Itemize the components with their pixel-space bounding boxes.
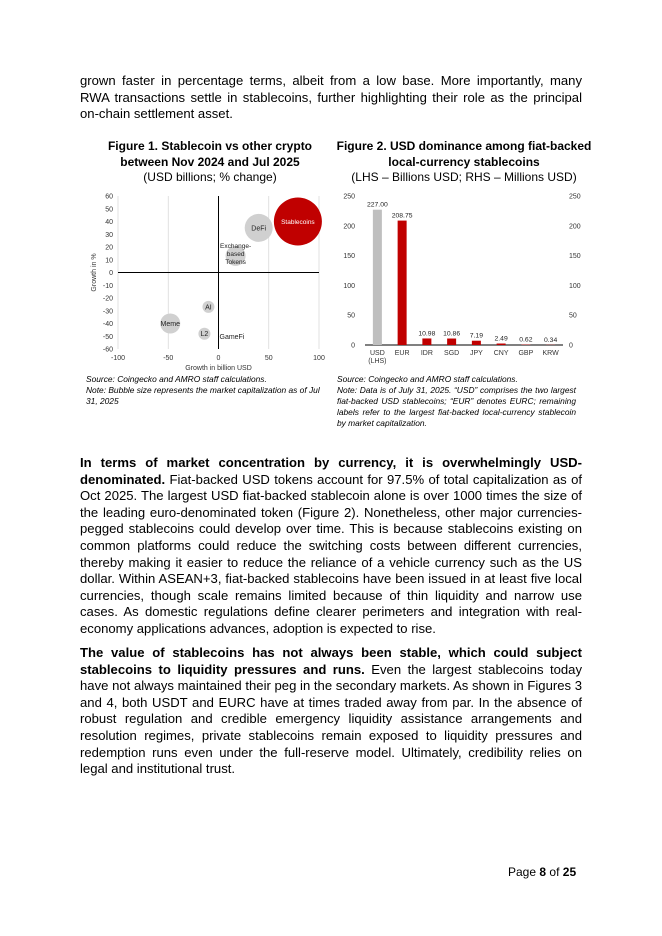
figure2-title: Figure 2. USD dominance among fiat-backed local-currency stablecoins (336, 139, 592, 169)
x-tick-label: 100 (313, 355, 325, 362)
x-tick-label: -100 (110, 355, 126, 362)
footer-page-word: Page (508, 865, 537, 879)
y-tick-label: 20 (105, 244, 113, 252)
bar-value-label: 10.86 (443, 330, 461, 338)
y-tick-label: -60 (102, 346, 113, 354)
x-tick-label: CNY (493, 350, 509, 357)
y-left-tick-label: 200 (343, 223, 355, 231)
bubble-label-meme: Meme (160, 321, 180, 328)
figure1-subtitle: (USD billions; % change) (143, 170, 277, 184)
y-right-tick-label: 150 (569, 253, 581, 261)
bubble-label-exchange-based-tokens: based (226, 250, 245, 258)
y-right-tick-label: 0 (569, 342, 573, 350)
y-tick-label: 10 (105, 257, 113, 265)
y-right-tick-label: 200 (569, 223, 581, 231)
bar-usd-lhs (373, 210, 382, 345)
y-tick-label: -40 (102, 321, 113, 328)
y-left-tick-label: 250 (343, 193, 355, 201)
bubble-label-ai: AI (205, 304, 212, 312)
figure1-source-block (86, 374, 326, 407)
x-tick-label: SGD (444, 350, 460, 357)
x-tick-label: EUR (394, 350, 410, 357)
y-left-tick-label: 100 (343, 282, 355, 290)
bar-sgd (447, 339, 456, 345)
bubble-label-defi: DeFi (251, 225, 267, 233)
footer-of-word: of (549, 865, 560, 879)
paragraph-market-concentration-lead: In terms of market concentration by currency, it is overwhelmingly USD-denominated. (80, 455, 582, 487)
bar-eur (398, 221, 407, 345)
figure2-source: Source: Coingecko and AMRO staff calculations. (337, 374, 518, 384)
x-tick-label: (LHS) (368, 358, 387, 365)
y-axis-title: Growth in % (91, 253, 98, 292)
y-right-tick-label: 250 (569, 193, 581, 201)
figure1-title-block (90, 139, 330, 186)
x-tick-label: IDR (420, 350, 433, 357)
y-tick-label: 50 (105, 206, 113, 214)
paragraph-market-concentration-body: Fiat-backed USD tokens account for 97.5% of total capitalization as of Oct 2025. The largest USD fiat-backed stablecoin alone is over 1000 times the size of the leading euro-denominated token (Figure 2). Nonetheless, other major currencies-pegged stablecoins could develop over time. This is because stablecoins existing on common platforms could reduce the switching costs between different currencies, thereby making it easier to reduce the reliance of a vehicle currency such as the US dollar. Within ASEAN+3, fiat-backed stablecoins have been issued in at least five local currencies, though scale remains limited because of thin liquidity and narrow use cases. As domestic regulations define clearer perimeters and integration with real-economy applications advances, adoption is expected to rise. (80, 471, 582, 636)
x-tick-label: USD (369, 350, 385, 357)
bar-value-label: 0.34 (544, 336, 558, 344)
x-tick-label: GBP (518, 350, 534, 357)
x-tick-label: KRW (542, 350, 559, 357)
y-tick-label: 0 (109, 270, 113, 277)
figure2-bar-chart (336, 188, 588, 374)
paragraph-value-stability-body: Even the largest stablecoins today have not always maintained their peg in the secondary markets. As shown in Figures 3 and 4, both USDT and EURC have at times traded away from par. In the absence of robust regulation and credible emergency liquidity assistance arrangements and resolution regimes, private stablecoins remain exposed to liquidity pressures and redemption runs even under the full-reserve model. Ultimately, credibility relies on legal and institutional trust. (80, 661, 582, 777)
bubble-label-exchange-based-tokens: Tokens (225, 258, 246, 266)
y-tick-label: -20 (102, 295, 113, 303)
y-tick-label: -10 (102, 282, 113, 290)
bar-jpy (472, 341, 481, 345)
figure1-scatter-chart (84, 188, 334, 376)
figure2-note: Note: Data is of July 31, 2025. “USD” comprises the two largest fiat-backed USD stablecoins; “EUR” denotes EURC; remaining labels refer to the largest fiat-backed local-currency stablecoin by market capitalization. (337, 385, 576, 428)
y-left-tick-label: 50 (347, 312, 355, 320)
x-axis-title: Growth in billion USD (185, 365, 252, 372)
y-right-tick-label: 50 (569, 312, 577, 320)
y-tick-label: 30 (105, 231, 113, 239)
figure1-title: Figure 1. Stablecoin vs other crypto between Nov 2024 and Jul 2025 (107, 139, 313, 169)
figure2-title-block (336, 139, 592, 186)
x-tick-label: 50 (264, 355, 273, 362)
bar-value-label: 10.98 (418, 330, 436, 338)
bubble-label-gamefi: GameFi (219, 333, 245, 341)
bubble-label-stablecoins: Stablecoins (281, 219, 315, 226)
paragraph-market-concentration (80, 455, 582, 638)
bubble-label-l2: L2 (200, 331, 209, 339)
page-footer (508, 865, 576, 879)
bar-idr (422, 338, 431, 345)
paragraph-value-stability-lead: The value of stablecoins has not always been stable, which could subject stablecoins to liquidity pressures and runs. (80, 645, 582, 677)
bar-value-label: 0.62 (519, 336, 533, 344)
paragraph-value-stability (80, 645, 582, 778)
x-tick-label: JPY (469, 350, 483, 357)
bar-value-label: 2.49 (494, 335, 508, 343)
bar-value-label: 208.75 (391, 212, 413, 220)
y-tick-label: 60 (105, 193, 113, 201)
bar-value-label: 7.19 (469, 332, 483, 340)
intro-paragraph: grown faster in percentage terms, albeit from a low base. More importantly, many RWA transactions settle in stablecoins, further highlighting their role as the principal on-chain settlement asset. (80, 73, 582, 122)
y-left-tick-label: 150 (343, 253, 355, 261)
bubble-label-exchange-based-tokens: Exchange- (220, 242, 252, 250)
x-tick-label: 0 (216, 355, 221, 362)
figure1-note: Note: Bubble size represents the market capitalization as of Jul 31, 2025 (86, 385, 320, 406)
bar-value-label: 227.00 (366, 201, 388, 209)
figure2-source-block (337, 374, 576, 429)
y-right-tick-label: 100 (569, 282, 581, 290)
x-tick-label: -50 (163, 355, 174, 362)
y-tick-label: -50 (102, 333, 113, 341)
y-tick-label: -30 (102, 308, 113, 316)
bar-cny (497, 344, 506, 345)
y-tick-label: 40 (105, 219, 113, 226)
y-left-tick-label: 0 (351, 342, 355, 350)
figure1-source: Source: Coingecko and AMRO staff calculations. (86, 374, 267, 384)
figure2-subtitle: (LHS – Billions USD; RHS – Millions USD) (351, 170, 577, 184)
footer-total-pages: 25 (562, 865, 577, 879)
footer-page-number: 8 (539, 865, 547, 879)
